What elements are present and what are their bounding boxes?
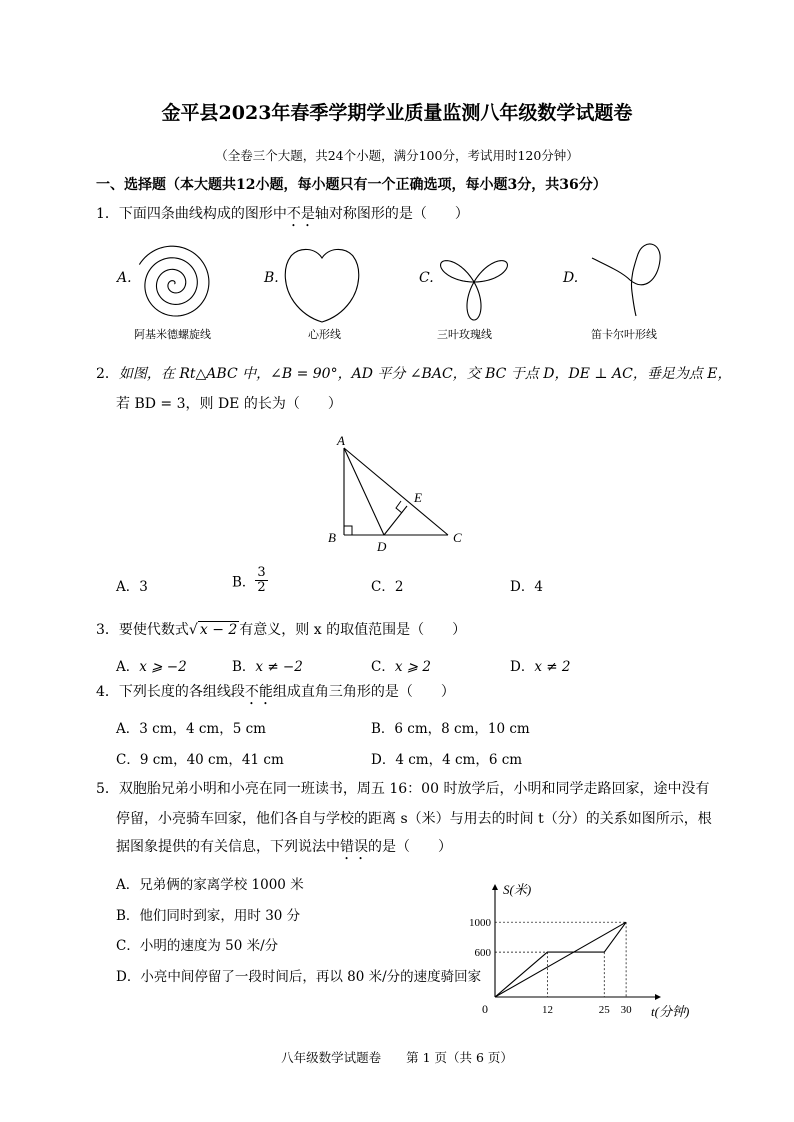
- exam-title: 金平县2023年春季学期学业质量监测八年级数学试题卷: [161, 102, 633, 124]
- three-leaf-rose-icon: [432, 240, 516, 324]
- question-5-line-3: 据图象提供的有关信息，下列说法中错误的是（ ）: [116, 839, 452, 855]
- question-number: 5．: [96, 781, 119, 797]
- question-text: 如图，在 Rt△ABC 中，∠B = 90°，AD 平分 ∠BAC，交 BC 于点 D，DE ⊥ AC，垂足为点 E，: [118, 366, 732, 382]
- option-d[interactable]: D．x ≠ 2: [510, 659, 571, 675]
- chart-y-tick-label: 600: [474, 947, 491, 960]
- question-text: 组成直角三角形的是（ ）: [272, 684, 455, 700]
- question-2-line-2: 若 BD = 3，则 DE 的长为（ ）: [116, 396, 342, 412]
- chart-x-tick-label: 12: [541, 1004, 553, 1016]
- question-4: [96, 681, 455, 708]
- chart-x-axis-arrow: [655, 994, 661, 1000]
- option-b[interactable]: B．x ≠ −2: [232, 659, 303, 675]
- chart-y-tick-label: 1000: [469, 917, 491, 930]
- option-caption: 三叶玫瑰线: [437, 328, 492, 341]
- option-label: B.: [264, 270, 279, 286]
- emphasis-text: 不是: [286, 206, 315, 222]
- option-d[interactable]: D．4: [510, 579, 543, 595]
- option-d[interactable]: D．4 cm，4 cm，6 cm: [371, 752, 523, 768]
- option-a[interactable]: A．x ⩾ −2: [116, 659, 187, 675]
- option-d[interactable]: D．小亮中间停留了一段时间后，再以 80 米/分的速度骑回家: [116, 969, 482, 985]
- chart-y-axis-label: S(米): [503, 882, 532, 897]
- option-b[interactable]: B． $\frac{3}{2}$: [232, 565, 266, 595]
- option-a[interactable]: A．兄弟俩的家离学校 1000 米: [116, 877, 304, 893]
- option-caption: 笛卡尔叶形线: [591, 328, 657, 341]
- option-a[interactable]: A．3: [116, 579, 148, 595]
- question-text: 下面四条曲线构成的图形中: [118, 206, 287, 222]
- option-a[interactable]: A．3 cm，4 cm，5 cm: [116, 721, 266, 737]
- option-c[interactable]: C．小明的速度为 50 米/分: [116, 938, 279, 954]
- vertex-label-d: D: [377, 539, 387, 554]
- option-label: C.: [419, 270, 434, 286]
- question-1: [96, 203, 469, 230]
- chart-x-tick-label: 25: [598, 1004, 610, 1016]
- option-c[interactable]: C．2: [371, 579, 404, 595]
- archimedean-spiral-icon: [132, 243, 216, 325]
- vertex-label-b: B: [328, 530, 336, 545]
- option-label: A.: [117, 270, 132, 286]
- question-text: 有意义，则 x 的取值范围是（ ）: [239, 622, 467, 638]
- section-heading: 一、选择题（本大题共12小题，每小题只有一个正确选项，每小题3分，共36分）: [96, 177, 607, 193]
- sqrt-sign: √: [188, 622, 198, 638]
- emphasis-text: 错误: [340, 839, 368, 855]
- question-number: 3．: [96, 622, 119, 638]
- option-c[interactable]: C．x ⩾ 2: [371, 659, 431, 675]
- question-text: 要使代数式: [118, 622, 189, 638]
- option-b[interactable]: B．他们同时到家，用时 30 分: [116, 908, 301, 924]
- question-text: 双胞胎兄弟小明和小亮在同一班读书，周五 16：00 时放学后，小明和同学走路回家，途中没有: [118, 781, 710, 797]
- cardioid-icon: [282, 244, 362, 326]
- distance-time-chart: [455, 878, 705, 1028]
- radicand: x − 2: [199, 622, 238, 638]
- vertex-label-a: A: [337, 433, 345, 448]
- vertex-label-c: C: [453, 530, 462, 545]
- question-5: [96, 778, 709, 798]
- option-c[interactable]: C．9 cm，40 cm，41 cm: [116, 752, 284, 768]
- triangle-figure: [320, 430, 470, 555]
- question-number: 1．: [96, 206, 119, 222]
- chart-x-axis-label: t(分钟): [651, 1004, 690, 1019]
- option-caption: 心形线: [308, 328, 341, 341]
- question-number: 2．: [96, 366, 119, 382]
- folium-of-descartes-icon: [588, 238, 668, 318]
- option-b[interactable]: B．6 cm，8 cm，10 cm: [371, 721, 530, 737]
- chart-x-tick-label: 30: [620, 1004, 632, 1016]
- vertex-label-e: E: [414, 490, 422, 505]
- question-5-line-2: 停留，小亮骑车回家，他们各自与学校的距离 s（米）与用去的时间 t（分）的关系如图所示，根: [116, 811, 712, 827]
- question-text: 轴对称图形的是（ ）: [314, 206, 469, 222]
- chart-series-line-1: [495, 922, 626, 997]
- emphasis-text: 不能: [244, 684, 273, 700]
- page-footer: 八年级数学试题卷 第 1 页（共 6 页）: [281, 1050, 513, 1065]
- question-3: [96, 619, 466, 639]
- chart-origin-label: 0: [482, 1002, 488, 1016]
- option-label: D.: [563, 270, 579, 286]
- question-text: 下列长度的各组线段: [118, 684, 245, 700]
- question-number: 4．: [96, 684, 119, 700]
- question-2: [96, 363, 732, 383]
- option-caption: 阿基米德螺旋线: [134, 328, 211, 341]
- exam-subtitle: （全卷三个大题，共24个小题，满分100分，考试用时120分钟）: [215, 148, 579, 163]
- chart-y-axis-arrow: [492, 884, 498, 890]
